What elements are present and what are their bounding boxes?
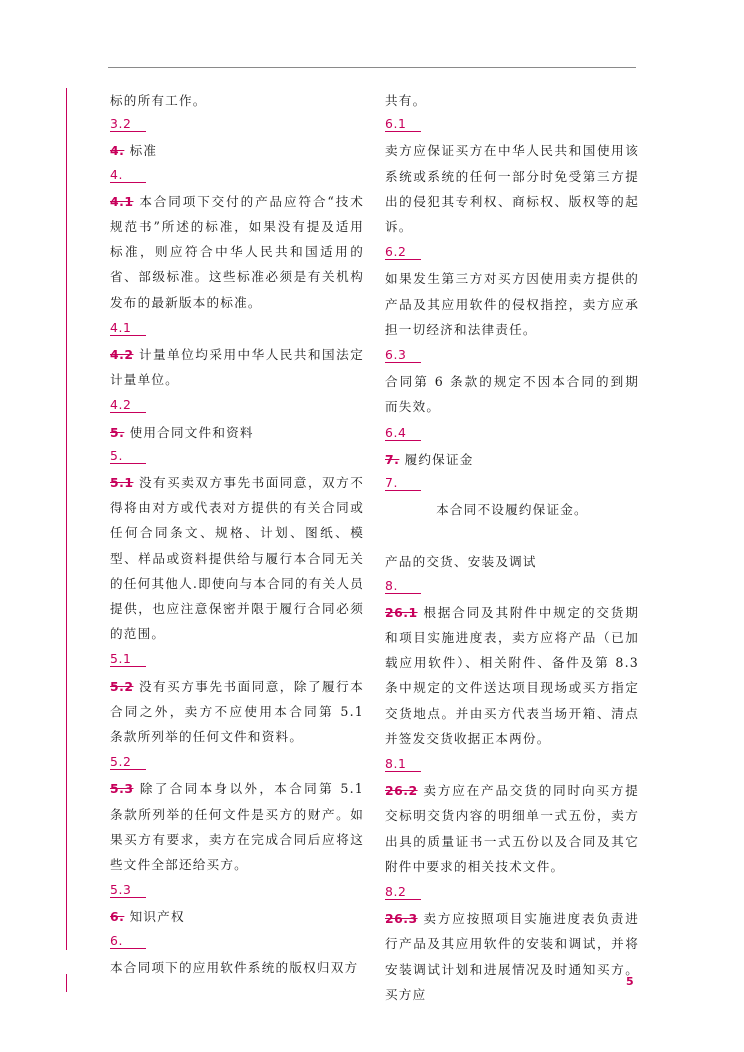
deleted-text: 26.3: [385, 911, 418, 927]
inserted-text: 4.1: [110, 320, 146, 336]
inserted-text: 4.: [110, 167, 146, 183]
inserted-number: [110, 930, 364, 955]
clause-text: 除了合同本身以外，本合同第 5.1 条款所列举的任何文件是买方的财产。如果买方有要求，卖方在完成合同后应将这些文件全部还给买方。: [110, 781, 364, 872]
clause-paragraph: 合同第 6 条款的规定不因本合同的到期而失效。: [385, 374, 639, 415]
deleted-text: 6.: [110, 909, 125, 925]
paragraph: 标的所有工作。: [110, 93, 207, 108]
inserted-number: [110, 164, 364, 189]
heading-text: 履约保证金: [404, 451, 474, 467]
deleted-text: 4.2: [110, 346, 134, 362]
clause-paragraph: [110, 189, 364, 315]
clause-heading: [110, 420, 364, 445]
inserted-number: [385, 472, 639, 497]
clause-heading: [110, 904, 364, 929]
inserted-text: 5.1: [110, 651, 146, 667]
revision-change-bar-footer: [66, 974, 67, 992]
inserted-number: [110, 879, 364, 904]
deleted-text: 4.: [110, 143, 125, 159]
paragraph: 本合同项下的应用软件系统的版权归双方: [110, 959, 359, 975]
inserted-number: [110, 445, 364, 470]
inserted-number: [385, 113, 639, 138]
inserted-text: 7.: [385, 475, 421, 491]
inserted-text: 5.: [110, 448, 146, 464]
inserted-text: 6.1: [385, 116, 421, 132]
inserted-number: [385, 575, 639, 600]
clause-paragraph: [385, 906, 639, 1007]
inserted-number: [110, 751, 364, 776]
header-rule: [108, 67, 636, 68]
clause-paragraph: 如果发生第三方对买方因使用卖方提供的产品及其应用软件的侵权指控，卖方应承担一切经济和法律责任。: [385, 271, 639, 337]
paragraph: 共有。: [385, 93, 427, 108]
right-column: [385, 88, 639, 1007]
deleted-text: 5.: [110, 424, 125, 440]
inserted-text: 6.: [110, 933, 146, 949]
inserted-number: [385, 241, 639, 266]
deleted-text: 26.2: [385, 783, 418, 799]
revision-change-bar: [66, 88, 67, 950]
inserted-text: 4.2: [110, 397, 146, 413]
clause-text: 根据合同及其附件中规定的交货期和项目实施进度表，卖方应将产品（已加载应用软件）、相关附件、备件及第 8.3 条中规定的文件送达项目现场或买方指定交货地点。并由买方代表当场开箱、清点并签发交货收据正本两份。: [385, 604, 639, 746]
inserted-text: 6.4: [385, 425, 421, 441]
paragraph: 本合同不设履约保证金。: [436, 502, 588, 518]
inserted-text: 8.2: [385, 884, 421, 900]
inserted-number: [385, 881, 639, 906]
section-heading: 产品的交货、安装及调试: [385, 554, 537, 570]
heading-text: 知识产权: [129, 909, 185, 925]
clause-heading: [385, 447, 639, 472]
deleted-text: 5.3: [110, 781, 134, 797]
deleted-text: 26.1: [385, 604, 418, 620]
deleted-text: 4.1: [110, 193, 134, 209]
clause-paragraph: [110, 470, 364, 646]
clause-text: 没有买卖双方事先书面同意，双方不得将由对方或代表对方提供的有关合同或任何合同条文、规格、计划、图纸、模型、样品或资料提供给与履行本合同无关的任何其他人.即使向与本合同的有关人员提供，也应注意保密并限于履行合同必须的范围。: [110, 474, 364, 642]
left-column: [110, 88, 364, 980]
clause-text: 计量单位均采用中华人民共和国法定计量单位。: [110, 346, 364, 388]
inserted-text: 8.: [385, 578, 421, 594]
heading-text: 标准: [129, 143, 158, 159]
inserted-number: [385, 344, 639, 369]
clause-paragraph: [110, 776, 364, 877]
clause-paragraph: [110, 674, 364, 750]
clause-text: 卖方应在产品交货的同时向买方提交标明交货内容的明细单一式五份，卖方出具的质量证书一式五份以及合同及其它附件中要求的相关技术文件。: [385, 783, 639, 874]
inserted-number: [110, 394, 364, 419]
page-number: 5: [626, 975, 634, 988]
deleted-text: 5.1: [110, 474, 134, 490]
clause-text: 卖方应按照项目实施进度表负责进行产品及其应用软件的安装和调试，并将安装调试计划和进展情况及时通知买方。买方应: [385, 911, 639, 1002]
clause-paragraph: [385, 600, 639, 751]
clause-heading: [110, 138, 364, 163]
inserted-text: 6.3: [385, 347, 421, 363]
deleted-text: 7.: [385, 451, 400, 467]
inserted-number: [110, 113, 364, 138]
clause-paragraph: [385, 778, 639, 879]
inserted-text: 5.2: [110, 754, 146, 770]
clause-paragraph: [110, 342, 364, 392]
inserted-number: [110, 317, 364, 342]
clause-text: 没有买方事先书面同意，除了履行本合同之外，卖方不应使用本合同第 5.1 条款所列举的任何文件和资料。: [110, 678, 364, 744]
inserted-text: 5.3: [110, 882, 146, 898]
clause-paragraph: 卖方应保证买方在中华人民共和国使用该系统或系统的任何一部分时免受第三方提出的侵犯其专利权、商标权、版权等的起诉。: [385, 143, 639, 234]
inserted-text: 8.1: [385, 756, 421, 772]
heading-text: 使用合同文件和资料: [129, 424, 254, 440]
deleted-text: 5.2: [110, 678, 134, 694]
inserted-text: 6.2: [385, 244, 421, 260]
inserted-number: [385, 422, 639, 447]
clause-text: 本合同项下交付的产品应符合“技术规范书”所述的标准，如果没有提及适用标准，则应符合中华人民共和国适用的省、部级标准。这些标准必须是有关机构发布的最新版本的标准。: [110, 193, 364, 310]
inserted-number: [385, 753, 639, 778]
inserted-text: 3.2: [110, 116, 146, 132]
inserted-number: [110, 648, 364, 673]
